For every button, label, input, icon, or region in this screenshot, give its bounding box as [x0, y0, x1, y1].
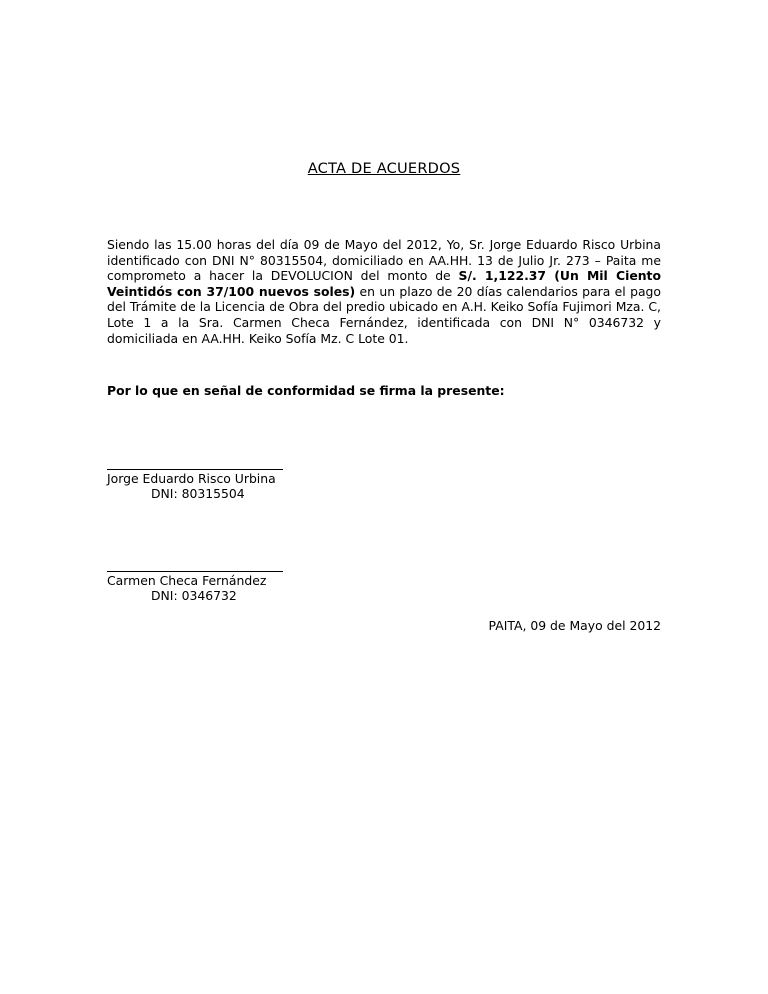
- document-date: PAITA, 09 de Mayo del 2012: [488, 618, 661, 633]
- signatory-dni: DNI: 0346732: [151, 588, 237, 603]
- paragraph-text-2: en un plazo de 20 días calendarios para el pago del Trámite de la Licencia de Obra del predio ubicado en A.H. Keiko Sofía Fujimori Mza. C, Lote 1 a la Sra. Carmen Checa Fernández, identificada con DNI N° 0346732 y domiciliada en AA.HH. Keiko Sofía Mz. C Lote 01.: [107, 283, 661, 346]
- paragraph-text-1: Siendo las 15.00 horas del día 09 de Mayo del 2012, Yo, Sr. Jorge Eduardo Risco Urbina identificado con DNI N° 80315504, domiciliado en AA.HH. 13 de Julio Jr. 273 – Paita me comprometo a hacer la DEVOLUCION del monto de: [107, 237, 661, 284]
- agreement-paragraph: [107, 237, 661, 346]
- document-title: ACTA DE ACUERDOS: [307, 160, 461, 177]
- signatory-name: Carmen Checa Fernández: [107, 573, 267, 588]
- signatory-dni: DNI: 80315504: [151, 486, 245, 501]
- paragraph-amount: S/. 1,122.37 (Un Mil Ciento Veintidós con 37/100 nuevos soles): [107, 268, 661, 299]
- signature-line: [107, 469, 283, 470]
- signature-block-1: [107, 469, 283, 501]
- signature-block-2: [107, 571, 283, 603]
- signatory-name: Jorge Eduardo Risco Urbina: [107, 471, 276, 486]
- signature-line: [107, 571, 283, 572]
- conformity-statement: Por lo que en señal de conformidad se firma la presente:: [107, 383, 505, 398]
